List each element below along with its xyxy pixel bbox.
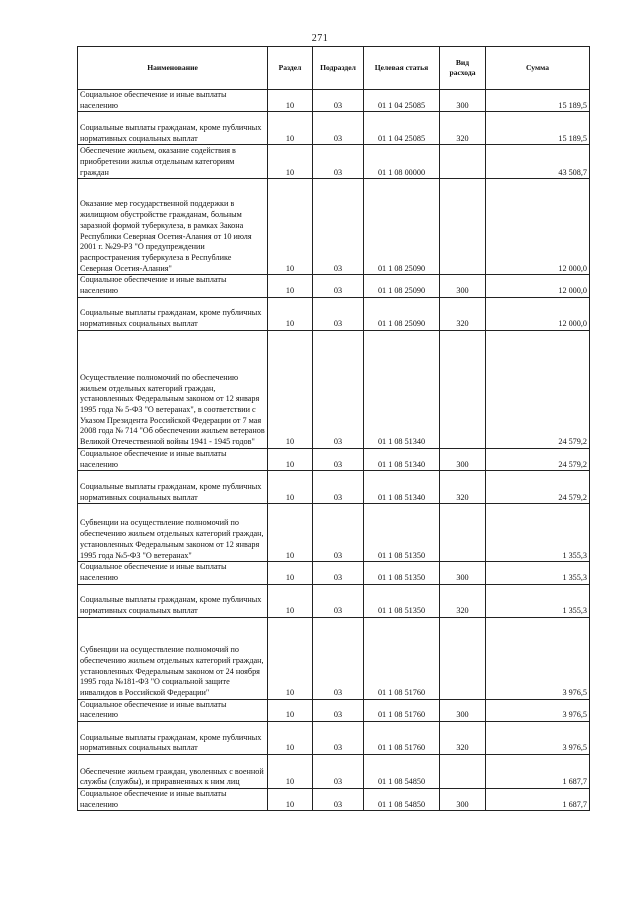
row-target: 01 1 08 25090 [364,297,440,330]
row-name: Субвенции на осуществление полномочий по обеспечению жильем отдельных категорий граждан, установленных Федеральным законом от 24 ноября 1995 года №181-ФЗ "О социальной защите инвалидов в Российской Федерации" [78,617,268,699]
row-target: 01 1 08 54850 [364,755,440,789]
row-target: 01 1 08 51340 [364,448,440,470]
row-target: 01 1 08 25090 [364,179,440,275]
row-subsection: 03 [313,584,364,617]
row-section: 10 [268,471,313,504]
row-amount: 3 976,5 [486,722,590,755]
row-name: Социальное обеспечение и иные выплаты населению [78,448,268,470]
row-expense-type: 300 [440,448,486,470]
row-section: 10 [268,90,313,112]
table-row [78,145,590,179]
row-target: 01 1 08 51760 [364,617,440,699]
row-section: 10 [268,179,313,275]
row-subsection: 03 [313,275,364,297]
row-subsection: 03 [313,722,364,755]
row-section: 10 [268,755,313,789]
table-row [78,562,590,584]
row-name: Социальные выплаты гражданам, кроме публичных нормативных социальных выплат [78,471,268,504]
row-section: 10 [268,145,313,179]
row-section: 10 [268,617,313,699]
row-target: 01 1 08 51340 [364,471,440,504]
row-amount: 1 687,7 [486,755,590,789]
row-target: 01 1 08 54850 [364,789,440,811]
row-name: Субвенции на осуществление полномочий по обеспечению жильем отдельных категорий граждан, установленных Федеральным законом от 12 января 1995 года №5-ФЗ "О ветеранах" [78,504,268,562]
table-row [78,617,590,699]
row-target: 01 1 08 25090 [364,275,440,297]
table-row [78,504,590,562]
budget-table [77,46,590,811]
row-subsection: 03 [313,504,364,562]
table-row [78,789,590,811]
row-subsection: 03 [313,330,364,448]
row-name: Обеспечение жильем граждан, уволенных с военной службы (службы), и приравненных к ним лиц [78,755,268,789]
row-subsection: 03 [313,755,364,789]
row-name: Социальные выплаты гражданам, кроме публичных нормативных социальных выплат [78,297,268,330]
row-expense-type [440,145,486,179]
row-expense-type [440,504,486,562]
row-expense-type: 320 [440,471,486,504]
row-amount: 24 579,2 [486,448,590,470]
row-amount: 12 000,0 [486,275,590,297]
row-target: 01 1 08 51340 [364,330,440,448]
row-amount: 1 687,7 [486,789,590,811]
row-target: 01 1 08 51350 [364,504,440,562]
row-subsection: 03 [313,297,364,330]
row-expense-type [440,617,486,699]
row-expense-type [440,755,486,789]
row-expense-type: 300 [440,699,486,721]
row-expense-type [440,330,486,448]
row-section: 10 [268,504,313,562]
table-row [78,275,590,297]
row-name: Социальное обеспечение и иные выплаты населению [78,562,268,584]
header-amount: Сумма [486,47,590,90]
row-expense-type [440,179,486,275]
row-amount: 15 189,5 [486,112,590,145]
table-row [78,297,590,330]
row-target: 01 1 04 25085 [364,112,440,145]
row-section: 10 [268,722,313,755]
table-row [78,448,590,470]
row-subsection: 03 [313,789,364,811]
header-subsection: Подраздел [313,47,364,90]
table-row [78,755,590,789]
row-amount: 1 355,3 [486,562,590,584]
row-name: Оказание мер государственной поддержки в жилищном обустройстве гражданам, больным заразной формой туберкулеза, в рамках Закона Республики Северная Осетия-Алания от 10 июля 2001 г. №29-РЗ "О предупреждении распространения туберкулеза в Республике Северная Осетия-Алания" [78,179,268,275]
row-target: 01 1 08 00000 [364,145,440,179]
table-row [78,112,590,145]
row-amount: 1 355,3 [486,504,590,562]
row-name: Социальное обеспечение и иные выплаты населению [78,90,268,112]
row-target: 01 1 08 51350 [364,562,440,584]
row-subsection: 03 [313,617,364,699]
row-amount: 12 000,0 [486,297,590,330]
row-expense-type: 300 [440,275,486,297]
row-section: 10 [268,562,313,584]
table-row [78,330,590,448]
header-expense-type: Вид расхода [440,47,486,90]
row-section: 10 [268,330,313,448]
row-section: 10 [268,297,313,330]
row-amount: 24 579,2 [486,471,590,504]
row-amount: 43 508,7 [486,145,590,179]
table-row [78,179,590,275]
row-amount: 3 976,5 [486,699,590,721]
row-target: 01 1 08 51760 [364,699,440,721]
table-row [78,90,590,112]
row-target: 01 1 04 25085 [364,90,440,112]
table-row [78,722,590,755]
row-expense-type: 300 [440,562,486,584]
row-amount: 24 579,2 [486,330,590,448]
row-expense-type: 320 [440,584,486,617]
row-target: 01 1 08 51760 [364,722,440,755]
row-expense-type: 300 [440,789,486,811]
row-amount: 15 189,5 [486,90,590,112]
row-name: Осуществление полномочий по обеспечению жильем отдельных категорий граждан, установленных Федеральным законом от 12 января 1995 года № 5-ФЗ "О ветеранах", в соответствии с Указом Президента Российской Федерации от 7 мая 2008 года № 714 "Об обеспечении жильем ветеранов Великой Отечественной войны 1941 - 1945 годов" [78,330,268,448]
row-section: 10 [268,448,313,470]
row-section: 10 [268,275,313,297]
row-amount: 3 976,5 [486,617,590,699]
row-name: Социальные выплаты гражданам, кроме публичных нормативных социальных выплат [78,112,268,145]
row-amount: 1 355,3 [486,584,590,617]
row-expense-type: 300 [440,90,486,112]
row-subsection: 03 [313,699,364,721]
row-amount: 12 000,0 [486,179,590,275]
row-name: Социальные выплаты гражданам, кроме публичных нормативных социальных выплат [78,584,268,617]
row-section: 10 [268,699,313,721]
header-target: Целевая статья [364,47,440,90]
row-subsection: 03 [313,90,364,112]
row-subsection: 03 [313,448,364,470]
row-subsection: 03 [313,179,364,275]
row-subsection: 03 [313,145,364,179]
row-expense-type: 320 [440,722,486,755]
row-expense-type: 320 [440,297,486,330]
row-name: Социальное обеспечение и иные выплаты населению [78,275,268,297]
row-subsection: 03 [313,471,364,504]
row-name: Социальное обеспечение и иные выплаты населению [78,789,268,811]
page-number: 271 [311,33,329,44]
row-expense-type: 320 [440,112,486,145]
header-name: Наименование [78,47,268,90]
row-section: 10 [268,584,313,617]
row-subsection: 03 [313,112,364,145]
header-section: Раздел [268,47,313,90]
row-name: Социальные выплаты гражданам, кроме публичных нормативных социальных выплат [78,722,268,755]
table-row [78,471,590,504]
row-subsection: 03 [313,562,364,584]
row-name: Социальное обеспечение и иные выплаты населению [78,699,268,721]
table-row [78,699,590,721]
row-target: 01 1 08 51350 [364,584,440,617]
row-section: 10 [268,789,313,811]
table-row [78,584,590,617]
row-section: 10 [268,112,313,145]
row-name: Обеспечение жильем, оказание содействия в приобретении жилья отдельным категориям граждан [78,145,268,179]
table-header-row [78,47,590,90]
